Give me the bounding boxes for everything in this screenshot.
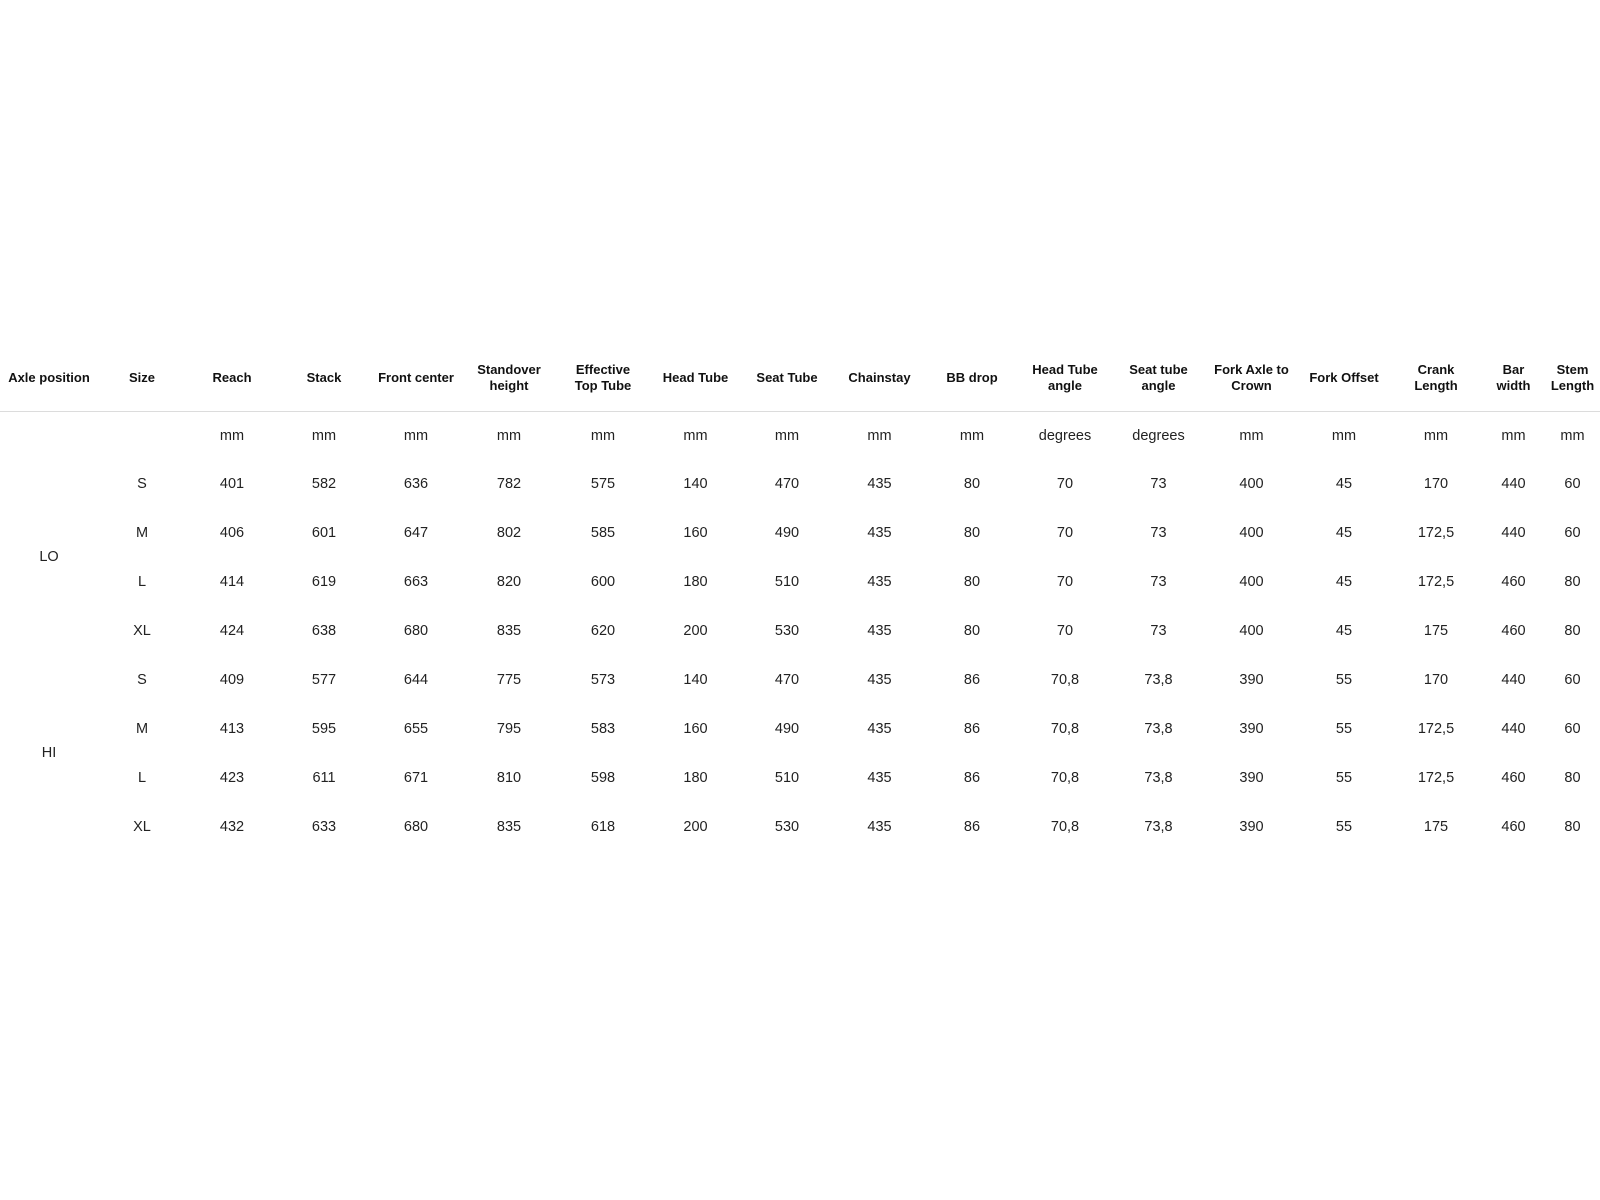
column-header-label: Stack xyxy=(306,370,342,385)
value-cell: 440 xyxy=(1501,524,1526,541)
value-cell: 180 xyxy=(683,769,708,786)
column-header-label: Bar width xyxy=(1496,362,1531,393)
value-cell: 73 xyxy=(1150,475,1167,492)
value-cell: 70 xyxy=(1056,475,1074,492)
value-cell: 400 xyxy=(1239,573,1264,590)
value-cell: 80 xyxy=(1564,818,1581,835)
column-header-label: Seat Tube xyxy=(756,370,818,385)
value-cell: 460 xyxy=(1501,769,1526,786)
value-cell: 80 xyxy=(1564,622,1581,639)
unit-cell: mm xyxy=(219,427,245,444)
value-cell: 80 xyxy=(1564,573,1581,590)
column-header-label: Fork Axle to Crown xyxy=(1214,362,1289,393)
value-cell: 655 xyxy=(403,720,429,737)
value-cell: 200 xyxy=(683,622,708,639)
value-cell: 400 xyxy=(1239,475,1264,492)
table-body xyxy=(0,412,1600,852)
value-cell: 619 xyxy=(311,573,337,590)
value-cell: 435 xyxy=(867,671,892,688)
value-cell: 55 xyxy=(1335,720,1353,737)
value-cell: 400 xyxy=(1239,622,1264,639)
column-header xyxy=(0,345,98,412)
table-row xyxy=(0,606,1600,655)
unit-cell: mm xyxy=(1239,427,1264,444)
value-cell: 435 xyxy=(867,475,892,492)
table-row xyxy=(0,508,1600,557)
size-cell: M xyxy=(135,524,149,541)
value-cell: 60 xyxy=(1564,475,1581,492)
size-cell: L xyxy=(137,573,147,590)
value-cell: 782 xyxy=(496,475,522,492)
value-cell: 45 xyxy=(1335,622,1353,639)
value-cell: 80 xyxy=(963,475,981,492)
column-header-label: Standover height xyxy=(477,362,541,393)
unit-cell: mm xyxy=(1331,427,1357,444)
value-cell: 460 xyxy=(1501,573,1526,590)
value-cell: 70,8 xyxy=(1050,769,1080,786)
value-cell: 435 xyxy=(867,573,892,590)
value-cell: 140 xyxy=(683,475,708,492)
value-cell: 644 xyxy=(403,671,429,688)
value-cell: 530 xyxy=(774,622,800,639)
column-header-label: Front center xyxy=(378,370,454,385)
unit-cell: mm xyxy=(590,427,616,444)
value-cell: 795 xyxy=(496,720,522,737)
value-cell: 172,5 xyxy=(1417,573,1455,590)
column-header xyxy=(462,345,556,412)
value-cell: 45 xyxy=(1335,475,1353,492)
value-cell: 73 xyxy=(1150,524,1167,541)
value-cell: 490 xyxy=(774,524,800,541)
value-cell: 70,8 xyxy=(1050,671,1080,688)
column-header xyxy=(1482,345,1545,412)
value-cell: 70 xyxy=(1056,573,1074,590)
value-cell: 80 xyxy=(1564,769,1581,786)
value-cell: 73,8 xyxy=(1144,818,1173,835)
unit-cell: mm xyxy=(1501,427,1526,444)
axle-position-cell: HI xyxy=(41,745,57,761)
value-cell: 435 xyxy=(867,720,892,737)
value-cell: 406 xyxy=(219,524,245,541)
unit-cell: mm xyxy=(959,427,985,444)
value-cell: 510 xyxy=(774,769,800,786)
value-cell: 70,8 xyxy=(1050,818,1080,835)
value-cell: 55 xyxy=(1335,671,1353,688)
axle-position-cell: LO xyxy=(39,549,59,565)
value-cell: 638 xyxy=(311,622,337,639)
value-cell: 440 xyxy=(1501,720,1526,737)
unit-cell: mm xyxy=(1560,427,1585,444)
value-cell: 530 xyxy=(774,818,800,835)
value-cell: 86 xyxy=(963,720,981,737)
value-cell: 490 xyxy=(774,720,800,737)
value-cell: 55 xyxy=(1335,769,1353,786)
value-cell: 390 xyxy=(1239,671,1264,688)
value-cell: 45 xyxy=(1335,573,1353,590)
size-cell: M xyxy=(135,720,149,737)
value-cell: 172,5 xyxy=(1417,720,1455,737)
table-row xyxy=(0,802,1600,851)
value-cell: 160 xyxy=(683,524,708,541)
column-header-label: Head Tube angle xyxy=(1032,362,1098,393)
value-cell: 432 xyxy=(219,818,245,835)
value-cell: 583 xyxy=(590,720,616,737)
unit-cell xyxy=(0,412,98,460)
value-cell: 86 xyxy=(963,769,981,786)
value-cell: 60 xyxy=(1564,720,1581,737)
value-cell: 435 xyxy=(867,622,892,639)
value-cell: 200 xyxy=(683,818,708,835)
value-cell: 140 xyxy=(683,671,708,688)
unit-cell: mm xyxy=(683,427,708,444)
value-cell: 620 xyxy=(590,622,616,639)
column-header-label: BB drop xyxy=(946,370,998,385)
value-cell: 435 xyxy=(867,524,892,541)
value-cell: 633 xyxy=(311,818,337,835)
value-cell: 460 xyxy=(1501,818,1526,835)
value-cell: 595 xyxy=(311,720,337,737)
value-cell: 73,8 xyxy=(1144,769,1173,786)
value-cell: 170 xyxy=(1423,671,1449,688)
value-cell: 409 xyxy=(219,671,245,688)
value-cell: 170 xyxy=(1423,475,1449,492)
value-cell: 70,8 xyxy=(1050,720,1080,737)
column-header-label: Head Tube xyxy=(662,370,729,385)
value-cell: 575 xyxy=(590,475,616,492)
unit-cell: mm xyxy=(867,427,892,444)
value-cell: 423 xyxy=(219,769,245,786)
size-cell: L xyxy=(137,769,147,786)
value-cell: 73,8 xyxy=(1144,671,1173,688)
value-cell: 663 xyxy=(403,573,429,590)
size-cell: XL xyxy=(133,622,151,639)
value-cell: 390 xyxy=(1239,769,1264,786)
value-cell: 835 xyxy=(496,622,522,639)
value-cell: 390 xyxy=(1239,720,1264,737)
column-header xyxy=(370,345,462,412)
column-header-label: Effective Top Tube xyxy=(574,362,632,393)
value-cell: 400 xyxy=(1239,524,1264,541)
column-header xyxy=(98,345,186,412)
value-cell: 671 xyxy=(403,769,429,786)
value-cell: 73,8 xyxy=(1144,720,1173,737)
geometry-table xyxy=(0,345,1600,851)
value-cell: 73 xyxy=(1150,622,1167,639)
column-header xyxy=(650,345,741,412)
value-cell: 636 xyxy=(403,475,429,492)
value-cell: 424 xyxy=(219,622,245,639)
value-cell: 435 xyxy=(867,818,892,835)
column-header xyxy=(186,345,278,412)
column-header-label: Stem Length xyxy=(1550,362,1595,393)
value-cell: 160 xyxy=(683,720,708,737)
value-cell: 440 xyxy=(1501,671,1526,688)
value-cell: 86 xyxy=(963,818,981,835)
value-cell: 180 xyxy=(683,573,708,590)
value-cell: 470 xyxy=(774,475,800,492)
table-row xyxy=(0,753,1600,802)
table-row xyxy=(0,557,1600,606)
unit-cell: mm xyxy=(311,427,337,444)
value-cell: 414 xyxy=(219,573,245,590)
value-cell: 802 xyxy=(496,524,522,541)
column-header xyxy=(1545,345,1600,412)
value-cell: 60 xyxy=(1564,524,1581,541)
size-cell: S xyxy=(137,671,147,688)
value-cell: 470 xyxy=(774,671,800,688)
value-cell: 460 xyxy=(1501,622,1526,639)
value-cell: 80 xyxy=(963,524,981,541)
value-cell: 598 xyxy=(590,769,616,786)
unit-cell: mm xyxy=(1423,427,1449,444)
value-cell: 435 xyxy=(867,769,892,786)
value-cell: 86 xyxy=(963,671,981,688)
column-header-label: Crank Length xyxy=(1414,362,1458,393)
value-cell: 573 xyxy=(590,671,616,688)
unit-cell xyxy=(98,412,186,460)
value-cell: 80 xyxy=(963,573,981,590)
column-header xyxy=(1390,345,1482,412)
column-header xyxy=(556,345,650,412)
value-cell: 172,5 xyxy=(1417,524,1455,541)
header-row xyxy=(0,345,1600,412)
unit-cell: mm xyxy=(496,427,522,444)
value-cell: 55 xyxy=(1335,818,1353,835)
unit-cell: degrees xyxy=(1038,427,1092,444)
value-cell: 582 xyxy=(311,475,337,492)
value-cell: 70 xyxy=(1056,524,1074,541)
column-header xyxy=(1298,345,1390,412)
value-cell: 601 xyxy=(311,524,337,541)
unit-cell: mm xyxy=(403,427,429,444)
value-cell: 810 xyxy=(496,769,522,786)
value-cell: 73 xyxy=(1150,573,1167,590)
column-header-label: Axle position xyxy=(8,370,90,385)
column-header xyxy=(833,345,926,412)
column-header xyxy=(1018,345,1112,412)
table-row xyxy=(0,655,1600,704)
value-cell: 820 xyxy=(496,573,522,590)
value-cell: 577 xyxy=(311,671,337,688)
value-cell: 440 xyxy=(1501,475,1526,492)
unit-cell: mm xyxy=(774,427,800,444)
value-cell: 835 xyxy=(496,818,522,835)
table-row xyxy=(0,459,1600,508)
value-cell: 618 xyxy=(590,818,616,835)
column-header xyxy=(926,345,1018,412)
value-cell: 680 xyxy=(403,622,429,639)
value-cell: 401 xyxy=(219,475,245,492)
value-cell: 80 xyxy=(963,622,981,639)
value-cell: 175 xyxy=(1423,818,1449,835)
value-cell: 60 xyxy=(1564,671,1581,688)
column-header-label: Chainstay xyxy=(848,370,911,385)
value-cell: 775 xyxy=(496,671,522,688)
column-header-label: Fork Offset xyxy=(1309,370,1379,385)
value-cell: 390 xyxy=(1239,818,1264,835)
column-header xyxy=(1205,345,1298,412)
value-cell: 680 xyxy=(403,818,429,835)
column-header-label: Seat tube angle xyxy=(1129,362,1188,393)
column-header xyxy=(741,345,833,412)
column-header xyxy=(1112,345,1205,412)
value-cell: 413 xyxy=(219,720,245,737)
units-row xyxy=(0,412,1600,460)
size-cell: S xyxy=(137,475,147,492)
value-cell: 510 xyxy=(774,573,800,590)
size-cell: XL xyxy=(133,818,151,835)
value-cell: 70 xyxy=(1056,622,1074,639)
column-header xyxy=(278,345,370,412)
value-cell: 175 xyxy=(1423,622,1449,639)
value-cell: 611 xyxy=(312,769,336,786)
value-cell: 600 xyxy=(590,573,616,590)
value-cell: 45 xyxy=(1335,524,1353,541)
unit-cell: degrees xyxy=(1132,427,1185,444)
value-cell: 647 xyxy=(403,524,429,541)
column-header-label: Reach xyxy=(212,370,252,385)
value-cell: 585 xyxy=(590,524,616,541)
table-row xyxy=(0,704,1600,753)
value-cell: 172,5 xyxy=(1417,769,1455,786)
column-header-label: Size xyxy=(128,370,155,385)
